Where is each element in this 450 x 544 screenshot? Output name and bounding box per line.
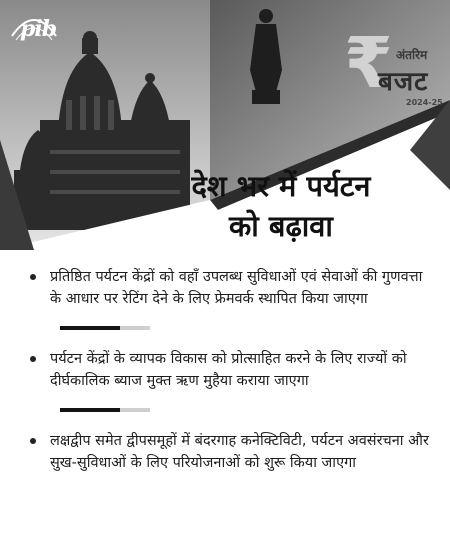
bullet-text: पर्यटन केंद्रों के व्यापक विकास को प्रोत्साहित करने के लिए राज्यों को दीर्घकालिक ब्याज मुक्त ऋण मुहैया कराया जाएगा bbox=[50, 351, 407, 389]
budget-label-top: अंतरिम bbox=[396, 48, 428, 62]
logo-text: pib bbox=[20, 16, 57, 42]
budget-badge bbox=[344, 22, 444, 114]
budget-word: बजट bbox=[378, 67, 429, 97]
title-line-2: को बढ़ावा bbox=[229, 209, 333, 243]
bullet-text: प्रतिष्ठित पर्यटन केंद्रों को वहाँ उपलब्ध सुविधाओं एवं सेवाओं की गुणवत्ता के आधार पर रेटिंग देने के लिए फ्रेमवर्क स्थापित किया जाएगा bbox=[50, 269, 423, 307]
bullet-text: लक्षद्वीप समेत द्वीपसमूहों में बंदरगाह कनेक्टिविटी, पर्यटन अवसंरचना और सुख-सुविधाओं के लिए परियोजनाओं को शुरू किया जाएगा bbox=[50, 433, 429, 471]
rupee-symbol-icon: ₹ bbox=[344, 22, 393, 104]
separator bbox=[60, 408, 150, 412]
pib-logo bbox=[6, 6, 62, 58]
title-line-1: देश भर में पर्यटन bbox=[191, 169, 371, 203]
bullet-dot-icon bbox=[30, 356, 36, 362]
bullet-item bbox=[30, 430, 430, 474]
bullet-dot-icon bbox=[30, 274, 36, 280]
bullet-item bbox=[30, 266, 430, 310]
separator bbox=[60, 326, 150, 330]
bullet-list bbox=[30, 266, 430, 474]
budget-year: 2024-25 bbox=[406, 98, 443, 107]
bullet-dot-icon bbox=[30, 438, 36, 444]
page-title bbox=[150, 166, 412, 246]
bullet-item bbox=[30, 348, 430, 392]
